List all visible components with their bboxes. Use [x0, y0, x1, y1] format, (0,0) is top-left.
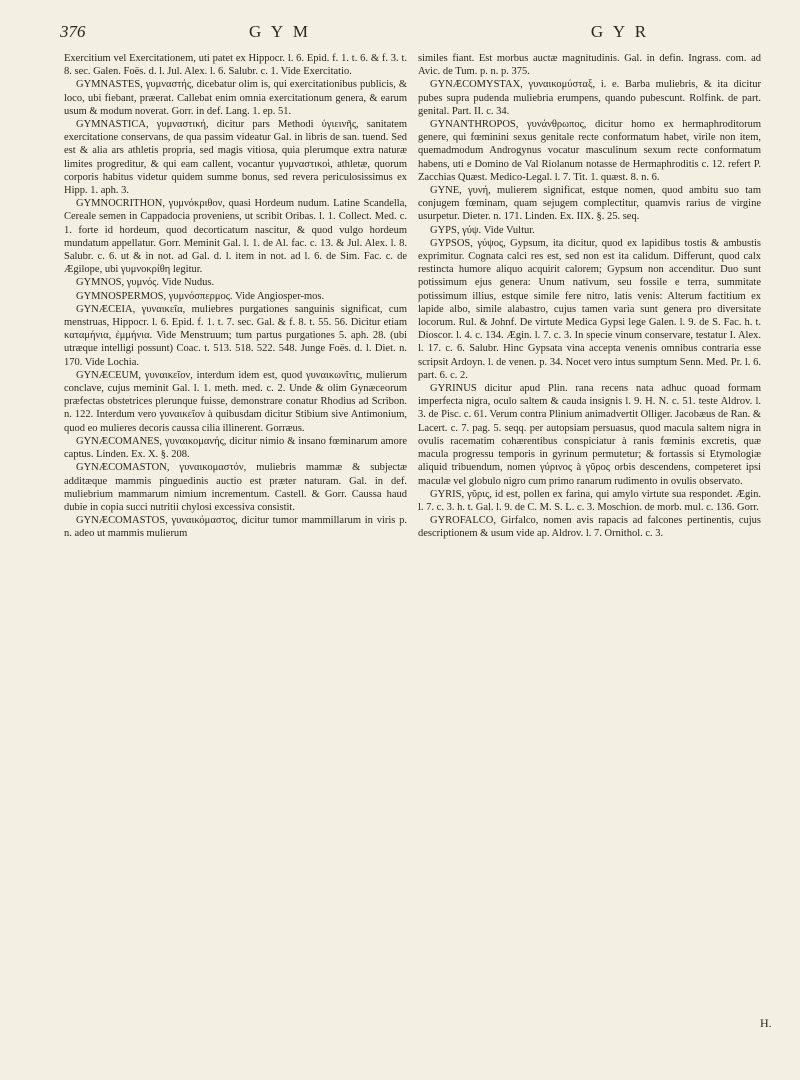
entry-paragraph: GYNÆCOMASTOS, γυναικόμαστος, dicitur tumor mammillarum in viris p. n. adeo ut mammis mulierum: [64, 515, 407, 540]
entry-paragraph: GYNÆCOMYSTAX, γυναικομύσταξ, i. e. Barba muliebris, & ita dicitur pubes supra pudenda muliebria erumpens, quando pubescunt. Rolfink. de part. genital. Part. II. c. 34.: [418, 79, 761, 117]
running-head-right: G Y R: [590, 22, 650, 41]
entry-paragraph: GYRIS, γῦρις, id est, pollen ex farina, qui amylo virtute sua respondet. Ægin. l. 7. c. 3. h. t. Gal. l. 9. de C. M. S. L. c. 3. Moschion. de morb. mul. c. 136. Gorr.: [418, 488, 761, 513]
entry-paragraph: GYMNASTES, γυμναστής, dicebatur olim is, qui exercitationibus publicis, & loco, ubi fiebant, præerat. Callebat enim omnia exercitationum genera, & earum usum & modum noverat. Gorr. in def. Lang. 1. ep. 51.: [64, 79, 407, 117]
entry-paragraph: Exercitium vel Exercitationem, uti patet ex Hippocr. l. 6. Epid. f. 1. t. 6. & f. 3. t. 8. sec. Galen. Foës. d. l. Jul. Alex. l. 6. Salubr. c. 1. Vide Exercitatio.: [64, 53, 407, 78]
entry-paragraph: GYMNOCRITHON, γυμνόκριθον, quasi Hordeum nudum. Latine Scandella, Cereale semen in Cappadocia proveniens, ut scribit Oribas. l. 1. Collect. Med. c. 1. forte id hordeum, quod decorticatum nascitur, & quod vulgo hordeum mundatum appellatur. Gorr. Meminit Gal. l. 1. de Al. fac. c. 13. & Jul. Alex. l. 8. Salubr. c. 6. ut & in not. ad Gal. d. l. item in not. ad l. 6. de Sim. Fac. c. de Ægilope, ubi γυμνοκρίθη legitur.: [64, 198, 407, 276]
page-number: 376: [60, 22, 86, 41]
entry-paragraph: GYNÆCOMANES, γυναικομανής, dicitur nimio & insano fœminarum amore captus. Linden. Ex. X. §. 208.: [64, 435, 407, 461]
entry-paragraph: GYRINUS dicitur apud Plin. rana recens nata adhuc quoad formam imperfecta nigra, oculo saltem & cauda insignis l. 9. H. N. c. 51. teste Aldrov. l. 3. de Pisc. c. 61. Verum contra Plinium animadvertit Olliger. Jacobæus de Ran. & Lacert. c. 7. pag. 5. seqq. per autopsiam persuasus, quod macula saltem nigra in ovulis racematim cohærentibus conspiciatur à ranis fœminis excretis, quæ macula progressu temporis in gyrinum permutetur; & fortassis si Etymologiæ aliquid tribuendum, nomen γύρινος à γῦρος orbis descendens, competeret ipsi maculæ vel globulo nigro cum primo ranarum rudimento in ovulis observato.: [418, 383, 761, 487]
entry-paragraph: GYMNOS, γυμνός. Vide Nudus.: [76, 277, 215, 289]
entry-paragraph: GYNE, γυνή, mulierem significat, estque nomen, quod ambitu suo tam conjugem fœminam, quam sejugem complectitur, quamvis rarius de virgine usurpetur. Dieter. n. 171. Linden. Ex. IIX. §. 25. seq.: [418, 185, 761, 223]
right-column: [418, 52, 761, 541]
entry-paragraph: GYROFALCO, Girfalco, nomen avis rapacis ad falcones pertinentis, cujus descriptionem & usum vide ap. Aldrov. l. 7. Ornithol. c. 3.: [418, 515, 761, 540]
left-column: [64, 52, 407, 541]
entry-paragraph: similes fiant. Est morbus auctæ magnitudinis. Gal. in defin. Ingrass. com. ad Avic. de Tum. p. n. p. 375.: [418, 53, 761, 78]
entry-paragraph: GYPS, γύψ. Vide Vultur.: [430, 224, 535, 236]
entry-paragraph: GYNÆCOMASTON, γυναικομαστόν, muliebris mammæ & subjectæ additæque mammis pinguedinis auctio est præter naturam. Gal. in def. muliebrium mammarum nimium incrementum. Castell. & Gorr. Caussa haud dubie in copia succi nutritii chylosi excessiva consistit.: [64, 462, 407, 513]
entry-paragraph: GYNANTHROPOS, γυνάνθρωπος, dicitur homo ex hermaphroditorum genere, qui fœminini sexus genitale recte conformatum habet, virile non item, quemadmodum Androgynus vocatur masculinum sexum recte conformatum habens, uti e Domino de Val Riolanum notasse de Hermaphroditis c. 12. refert P. Zacchias Quæst. Medico-Legal. l. 7. Tit. 1. quæst. 8. n. 6.: [418, 119, 761, 183]
entry-paragraph: GYMNASTICA, γυμναστική, dicitur pars Methodi ὑγιεινῆς, sanitatem exercitatione conservans, de qua passim videatur Gal. in libris de san. tuend. Sed est & alia ars athletis propria, sed magis vitiosa, quia plerumque extra naturæ limites progreditur, & qui eam callent, vocantur γυμναστικοὶ, athletæ, quorum corporis habitus videtur quidem summe bonus, sed revera periculosissimus ex Hipp. 1. aph. 3.: [64, 119, 407, 197]
entry-paragraph: GYMNOSPERMOS, γυμνόσπερμος. Vide Angiosper-mos.: [76, 290, 325, 302]
running-head-left: G Y M: [249, 22, 311, 41]
signature-mark: H.: [760, 1016, 772, 1030]
entry-paragraph: GYPSOS, γύψος, Gypsum, ita dicitur, quod ex lapidibus tostis & ambustis exprimitur. Cognata calci res est, sed non est ita calidum. Differunt, quod calx restincta humore aliquo acquirit calorem; Gypsum non accenditur. Duo sunt potissimum ejus genera: Unum nativum, seu fossile e terra, summitate potissimum illius, estque simile fere nitro, latis venis: Alterum factitium ex lapide albo, simile alabastro, cujus tamen varia sunt genera pro diversitate locorum. Rul. & Johnf. De virtute Medica Gypsi lege Galen. l. 9. de S. Fac. h. t. Dioscor. l. 4. c. 134. Ægin. l. 7. c. 3. In specie vinum conservare, testatur I. Alex. l. 17. c. 6. Salubr. Hinc Gypsata vina accepta venenis omnibus contraria esse scripsit Ardoyn. l. de venen. p. 34. Nocet vero intus sumptum Senn. Med. Pr. l. 6. part. 6. c. 2.: [418, 237, 761, 381]
entry-paragraph: GYNÆCEUM, γυναικεῖον, interdum idem est, quod γυναικωνῖτις, mulierum conclave, cujus meminit Gal. l. 1. meth. med. c. 2. Unde & olim Gynæceorum præfectas obstetrices plerunque fuisse, demonstrare conatur Rhodius ad Scribon. n. 122. Interdum vero γυναικεῖον à quibusdam dicitur Stibium sive Antimonium, quod eo mulieres decoris caussa cilia illinerent. Gorræus.: [64, 369, 407, 434]
entry-paragraph: GYNÆCEIA, γυναικεῖα, muliebres purgationes sanguinis significat, cum menstruas, Hippocr. l. 6. Epid. f. 1. t. 7. sec. Gal. & f. 8. t. 55. 56. Dicitur etiam καταμήνια, ἐμμήνια. Vide Menstruum; tum partus purgationes 5. aph. 28. (ubi utræque intelligi possunt) Coac. t. 513. 518. 522. 548. Junge Foës. d. l. Diet. n. 170. Vide Lochia.: [64, 303, 407, 368]
